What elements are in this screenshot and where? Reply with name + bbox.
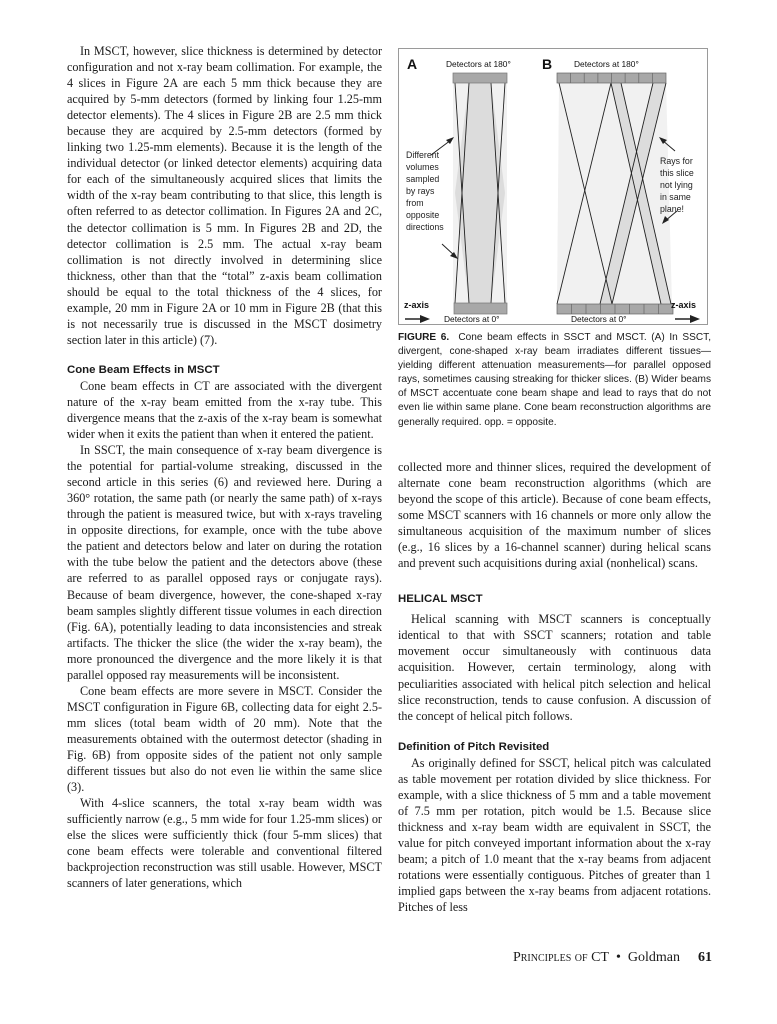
body-paragraph: Cone beam effects are more severe in MSCT. Consider the MSCT configuration in Figure 6B, collecting data for eight 2.5-mm slices (total beam width of 20 mm). Note that the measurements obtained with the outermost detector (shading in Fig. 6B) from opposite sides of the patient not only sample different tissues but also do not even lie within the same slice (3). — [67, 683, 382, 795]
svg-text:this slice: this slice — [660, 168, 694, 178]
svg-text:by rays: by rays — [406, 186, 435, 196]
panel-b-z-axis-label: z-axis — [671, 300, 697, 310]
svg-text:Different: Different — [406, 150, 440, 160]
detector-bar-0 — [454, 303, 507, 314]
cone-beam-diagram — [399, 49, 709, 326]
panel-a-top-label: Detectors at 180° — [446, 59, 511, 69]
section-heading-cone-beam: Cone Beam Effects in MSCT — [67, 363, 220, 376]
panel-b-bottom-label: Detectors at 0° — [571, 314, 627, 324]
detector-array-0 — [557, 304, 673, 314]
svg-text:plane!: plane! — [660, 204, 684, 214]
body-paragraph: In MSCT, however, slice thickness is determined by detector configuration and not x-ray beam collimation. For example, the 4 slices in Figure 2A are each 5 mm thick because they are acquired by 5-mm detectors (formed by linking four 1.25-mm detector elements). The 4 slices in Figure 2B are 2.5 mm thick because they are acquired by 2.5-mm detectors (formed by linking two 1.25-mm elements). Because it is the length of the individual detector (or linked detector elements) acquiring data for each of the simultaneously acquired slices that limits the width of the x-ray beam contributing to that slice, this length is often referred to as detector collimation. In Figures 2A and 2C, the detector collimation is 5 mm. In Figures 2B and 2D, the detector collimation is 2.5 mm. The actual x-ray beam collimation is not directly involved in determining slice thickness, other than that the “total” z-axis beam collimation should be equal to the total thickness of the 4 slices, for example, 20 mm in Figure 2A or 10 mm in Figure 2B (that this is not necessarily true is discussed in the MSCT dosimetry section later in this article) (7). — [67, 44, 382, 347]
left-column — [67, 43, 382, 891]
svg-text:directions: directions — [406, 222, 444, 232]
body-paragraph: collected more and thinner slices, required the development of alternate cone beam reconstruction algorithms (which are beyond the scope of this article). Because of cone beam effects, some MSCT scanners with 16 channels or more only allow the simultaneous acquisition of the maximum number of slices (e.g., 16 slices by a 16-channel scanner) during helical scans and prevent such acquisitions during axial (nonhelical) scans. — [398, 460, 711, 571]
svg-text:sampled: sampled — [406, 174, 440, 184]
running-title: Principles of CT — [512, 950, 609, 965]
footer-bullet: • — [615, 950, 621, 965]
page-number: 61 — [698, 950, 712, 965]
figure-caption — [398, 331, 711, 430]
page-footer — [498, 950, 712, 966]
caption-text: Cone beam effects in SSCT and MSCT. (A) In SSCT, divergent, cone-shaped x-ray beam irradiates different tissues—yielding different attenuation measurements—for parallel opposed rays, sometimes causing streaking for thicker slices. (B) Wider beams of MSCT accentuate cone beam shape and lead to rays that do not even lie within same plane. Cone beam reconstruction algorithms are generally required. opp. = opposite. — [398, 332, 711, 428]
panel-a-z-axis-label: z-axis — [404, 300, 430, 310]
subsection-heading-pitch: Definition of Pitch Revisited — [398, 740, 550, 753]
panel-a-annotation — [406, 150, 444, 232]
section-heading-helical-msct: HELICAL MSCT — [398, 593, 483, 606]
body-paragraph: With 4-slice scanners, the total x-ray beam width was sufficiently narrow (e.g., 5 mm wide for four 1.25-mm slices) or else the slices were sufficiently thick (four 5-mm slices) that cone beam effects were tolerable and conventional filtered backprojection reconstruction was still usable. However, MSCT scanners of later generations, which — [67, 796, 382, 891]
panel-b-top-label: Detectors at 180° — [574, 59, 639, 69]
author-name: Goldman — [627, 950, 680, 965]
right-column — [398, 459, 711, 915]
svg-text:Rays for: Rays for — [660, 156, 693, 166]
panel-a-bottom-label: Detectors at 0° — [444, 314, 500, 324]
detector-array-180 — [557, 73, 666, 83]
panel-b-annotation — [660, 156, 694, 214]
svg-text:opposite: opposite — [406, 210, 440, 220]
detector-bar-180 — [453, 73, 507, 83]
caption-label: FIGURE 6. — [398, 332, 450, 343]
svg-text:volumes: volumes — [406, 162, 439, 172]
svg-text:from: from — [406, 198, 424, 208]
body-paragraph: In SSCT, the main consequence of x-ray beam divergence is the potential for partial-volume streaking, discussed in the second article in this series (6) and reviewed here. During a 360° rotation, the same path (or nearly the same path) of x-rays through the patient is measured twice, but with x-rays traveling in opposite directions, for example, once with the tube above the patient and detectors below and later on during the rotation with the tube below the patient and the detectors above (these are referred to as parallel opposed rays or conjugate rays). Because of beam divergence, however, the cone-shaped x-ray beam samples slightly different tissue volumes in each direction (Fig. 6A), potentially leading to data inconsistencies and streak artifacts. The thicker the slice (the wider the x-ray beam), the more pronounced the divergence and the more likely it is that parallel opposed ray measurements will be inconsistent. — [67, 443, 382, 682]
figure-6 — [398, 48, 708, 325]
svg-text:in same: in same — [660, 192, 691, 202]
body-paragraph: As originally defined for SSCT, helical pitch was calculated as table movement per rotation divided by slice thickness. For example, with a slice thickness of 5 mm and a table movement of 7.5 mm per rotation, pitch would be 1.5. Because slice thickness and x-ray beam width are equivalent in SSCT, the value for pitch conveyed important information about the x-ray beam; a pitch of 1.0 meant that the x-ray beams from adjacent rotations were essentially contiguous. Pitches of greater than 1 implied gaps between the x-ray beams from adjacent rotations. Pitches of less — [398, 755, 711, 915]
body-paragraph: Helical scanning with MSCT scanners is conceptually identical to that with SSCT scanners; rotation and table movement occur simultaneously with continuous data acquisition. However, certain terminology, along with peculiarities associated with helical pitch selection and helical slice reconstruction, tends to cause confusion. A discussion of the concept of helical pitch follows. — [398, 612, 711, 723]
svg-text:not lying: not lying — [660, 180, 693, 190]
panel-b-letter: B — [542, 56, 553, 72]
panel-a-letter: A — [407, 56, 418, 72]
body-paragraph: Cone beam effects in CT are associated with the divergent nature of the x-ray beam emitted from the x-ray tube. This divergence means that the z-axis of the x-ray beam is somewhat wider when it exits the patient than when it entered the patient. — [67, 378, 382, 442]
